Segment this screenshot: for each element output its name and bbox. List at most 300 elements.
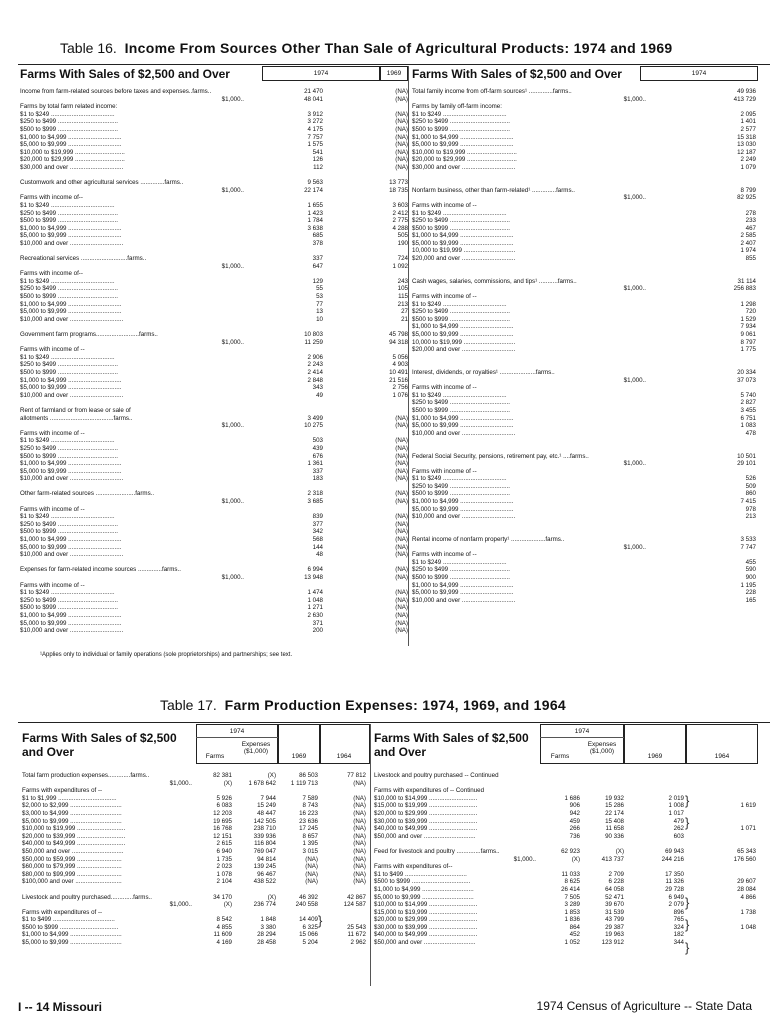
table-row xyxy=(20,111,408,119)
row-value: 769 047 xyxy=(253,847,276,855)
table-row xyxy=(374,894,758,902)
row-label: $1 to $249 ..................................... xyxy=(412,558,507,566)
table-row xyxy=(20,574,408,582)
row-label: $500 to $999 ................................... xyxy=(412,315,511,323)
table-row xyxy=(22,856,370,864)
row-value xyxy=(318,886,366,894)
table-row xyxy=(20,346,408,354)
row-value: (NA) xyxy=(395,452,408,460)
row-label: $3,000 to $4,999 .............................. xyxy=(22,809,122,817)
table-row xyxy=(412,430,758,438)
table-row xyxy=(20,453,408,461)
row-value: 2 249 xyxy=(740,156,756,164)
row-value: 16 223 xyxy=(299,809,318,817)
row-value: 860 xyxy=(745,490,756,498)
row-value: (NA) xyxy=(395,619,408,627)
table-row xyxy=(374,863,758,871)
row-value: 15 066 xyxy=(299,931,318,939)
row-label: $5,000 to $9,999 ............................... xyxy=(20,467,122,475)
table-row xyxy=(20,589,408,597)
table-row xyxy=(20,536,408,544)
row-value: (X) xyxy=(267,893,276,901)
row-value: 3 272 xyxy=(307,118,323,126)
table-row xyxy=(412,415,758,423)
row-value xyxy=(684,871,756,879)
table-row xyxy=(22,810,370,818)
table-row xyxy=(20,278,408,286)
row-value: 4 288 xyxy=(392,224,408,232)
row-value: (NA) xyxy=(395,88,408,95)
table-row xyxy=(412,589,758,597)
row-label: $1,000 to $4,999 ............................... xyxy=(20,460,122,468)
brace-mark: } xyxy=(685,815,690,830)
row-label: Government farm programs.........................farms.. xyxy=(20,331,158,338)
row-value xyxy=(323,506,408,514)
row-label: $500 to $999 ................................... xyxy=(20,125,119,133)
row-value xyxy=(323,172,408,180)
row-value xyxy=(232,909,276,917)
row-value: 2 104 xyxy=(216,878,232,886)
table-row xyxy=(412,96,758,104)
footnote: ¹Applies only to individual or family operations (sole proprietorships) and partnerships; see text. xyxy=(40,652,293,658)
row-value: 6 325 xyxy=(302,923,318,931)
row-value xyxy=(248,506,323,514)
row-value xyxy=(580,787,624,795)
row-label: $80,000 to $99,999 .......................... xyxy=(22,870,122,878)
row-label: $1,000.. xyxy=(221,574,244,581)
row-label: $1,000.. xyxy=(623,285,646,293)
row-value: 2 756 xyxy=(392,384,408,392)
row-value: (NA) xyxy=(395,574,408,581)
row-value: 7 415 xyxy=(740,498,756,506)
row-value xyxy=(684,810,756,818)
row-value: 3 380 xyxy=(260,923,276,931)
row-label: $250 to $499 ................................... xyxy=(20,444,119,452)
table-row xyxy=(20,422,408,430)
table-row xyxy=(20,194,408,202)
row-value: 377 xyxy=(312,520,323,528)
row-value xyxy=(650,445,756,453)
row-value: 124 587 xyxy=(343,901,366,909)
row-label: $5,000 to $9,999 ............................... xyxy=(20,384,122,392)
row-value: 413 737 xyxy=(601,855,624,863)
row-value: 116 804 xyxy=(254,840,276,848)
row-value: 28 294 xyxy=(257,931,276,939)
row-value: 1 738 xyxy=(740,908,756,916)
row-value: 2 615 xyxy=(216,840,232,848)
row-value: (X) xyxy=(571,855,580,863)
row-value xyxy=(248,247,323,255)
row-value: 15 286 xyxy=(605,802,624,810)
table17-name: Farm Production Expenses: 1974, 1969, and 1964 xyxy=(224,697,567,713)
row-label: $1 to $249 ..................................... xyxy=(20,110,115,118)
table-row xyxy=(374,818,758,826)
row-value: 439 xyxy=(312,444,323,452)
table-row xyxy=(20,627,408,635)
table-row xyxy=(412,384,758,392)
row-label xyxy=(412,445,650,453)
row-value xyxy=(684,863,756,871)
table-row xyxy=(20,551,408,559)
table-row xyxy=(22,833,370,841)
table-row xyxy=(20,96,408,104)
row-label xyxy=(374,780,540,788)
row-label: Farms with income of-- xyxy=(20,270,83,278)
row-label: $1 to $1,999 .................................. xyxy=(22,794,117,802)
row-label: $500 to $999 .................................. xyxy=(22,923,119,931)
row-value: 1 784 xyxy=(307,217,323,225)
table-row xyxy=(22,848,370,856)
row-value: 10 xyxy=(316,315,323,323)
row-value: (NA) xyxy=(395,444,408,452)
table-row xyxy=(412,551,758,559)
page-identifier: I -- 14 Missouri xyxy=(18,1000,103,1014)
row-value: 3 015 xyxy=(302,847,318,855)
row-value: 413 729 xyxy=(733,95,756,103)
row-value xyxy=(323,399,408,407)
row-label: $10,000 and over ............................... xyxy=(412,596,516,604)
row-value: 266 xyxy=(569,825,580,833)
row-value xyxy=(580,840,624,848)
row-value xyxy=(650,521,756,529)
table-row xyxy=(374,795,758,803)
col17-expenses-right: Expenses ($1,000) xyxy=(587,741,617,755)
row-value: (NA) xyxy=(353,809,366,817)
row-value: (X) xyxy=(615,847,624,855)
row-value: 13 030 xyxy=(737,141,756,149)
brace-mark: } xyxy=(685,895,690,910)
table-row xyxy=(412,118,758,126)
row-value: 11 033 xyxy=(561,870,580,878)
table-row xyxy=(412,232,758,240)
row-label: $30,000 to $39,999 ............................ xyxy=(374,817,478,825)
row-value: 765 xyxy=(673,916,684,924)
row-label: 10,000 to $19,999 .............................. xyxy=(412,247,516,255)
table-row xyxy=(374,780,758,788)
row-value: 541 xyxy=(312,148,323,156)
row-value: 139 245 xyxy=(253,863,276,871)
row-label: $5,000 to $9,999 ............................... xyxy=(20,232,122,240)
table-row xyxy=(20,293,408,301)
row-value: 15 318 xyxy=(737,133,756,141)
row-label: $1 to $249 ..................................... xyxy=(412,391,507,399)
row-value: 1 974 xyxy=(740,247,756,255)
table-row xyxy=(374,825,758,833)
table-row xyxy=(20,323,408,331)
row-label: $500 to $999 ................................... xyxy=(20,217,119,225)
table-row xyxy=(20,255,408,263)
table-row xyxy=(20,468,408,476)
row-label: Nonfarm business, other than farm-related¹ ..............farms.. xyxy=(412,186,575,194)
row-value: (NA) xyxy=(353,863,366,871)
row-value: 86 503 xyxy=(299,772,318,779)
row-value xyxy=(624,787,684,795)
row-value: 34 170 xyxy=(213,893,232,901)
row-value xyxy=(323,346,408,354)
row-value: 1 529 xyxy=(740,315,756,323)
row-label xyxy=(20,399,248,407)
rule xyxy=(540,737,624,738)
table16-title xyxy=(60,40,673,56)
row-value: (NA) xyxy=(395,498,408,506)
row-value: 906 xyxy=(569,802,580,810)
table16-name: Income From Sources Other Than Sale of Agricultural Products: 1974 and 1969 xyxy=(124,40,673,56)
table-row xyxy=(412,369,758,377)
table16-left-header: Farms With Sales of $2,500 and Over xyxy=(20,67,230,81)
rule xyxy=(196,737,278,738)
row-value: 8 797 xyxy=(740,338,756,346)
row-value: 13 948 xyxy=(304,574,323,581)
row-value xyxy=(580,780,624,788)
row-value: 6 940 xyxy=(216,847,232,855)
row-value: (NA) xyxy=(353,878,366,886)
table-row xyxy=(20,597,408,605)
row-value: 1 078 xyxy=(216,870,232,878)
row-value: 213 xyxy=(397,300,408,308)
row-value: 1 655 xyxy=(307,201,323,209)
row-value xyxy=(684,840,756,848)
row-value: (NA) xyxy=(395,596,408,604)
row-value: 1 775 xyxy=(740,346,756,354)
table-row xyxy=(412,460,758,468)
table-row xyxy=(22,939,370,947)
row-label: $2,000 to $2,999 .............................. xyxy=(22,802,122,810)
row-value: (NA) xyxy=(353,817,366,825)
row-value xyxy=(650,384,756,392)
row-value: 15 249 xyxy=(257,802,276,810)
row-value: 343 xyxy=(312,384,323,392)
table-row xyxy=(20,187,408,195)
row-label: Interest, dividends, or royalties¹ .....................farms.. xyxy=(412,368,555,376)
row-label: $250 to $499 ................................... xyxy=(412,118,511,126)
table-row xyxy=(22,863,370,871)
row-value xyxy=(650,468,756,476)
table-row xyxy=(412,194,758,202)
row-value: 2 318 xyxy=(307,490,323,498)
row-value: 278 xyxy=(745,209,756,217)
table-row xyxy=(412,407,758,415)
table-row xyxy=(20,604,408,612)
row-value: 6 228 xyxy=(608,878,624,886)
table-row xyxy=(374,924,758,932)
row-value: 10 501 xyxy=(737,452,756,460)
row-value: 2 019 xyxy=(668,794,684,802)
row-value xyxy=(624,780,684,788)
row-value: 479 xyxy=(673,817,684,825)
row-value: 9 563 xyxy=(307,179,323,187)
table-row xyxy=(20,210,408,218)
table-row xyxy=(20,247,408,255)
row-value: 1 298 xyxy=(740,300,756,308)
row-label: Cash wages, salaries, commissions, and tips¹ ...........farms.. xyxy=(412,277,577,285)
row-value xyxy=(276,886,318,894)
table-row xyxy=(20,384,408,392)
row-value: 8 743 xyxy=(302,802,318,810)
table-row xyxy=(412,103,758,111)
table-row xyxy=(20,407,408,415)
row-label: $500 to $999 ................................... xyxy=(20,368,119,376)
row-label: $1,000 to $4,999 ............................... xyxy=(412,414,514,422)
row-label: Customwork and other agricultural services ..............farms.. xyxy=(20,179,184,187)
table-row xyxy=(20,263,408,271)
table-row xyxy=(412,126,758,134)
row-value: 262 xyxy=(673,825,684,833)
row-label: $10,000 to $14,999 ............................ xyxy=(374,794,478,802)
col17-expenses: Expenses ($1,000) xyxy=(241,741,271,755)
row-value xyxy=(540,863,580,871)
row-value: 90 336 xyxy=(605,832,624,840)
row-value xyxy=(196,787,232,795)
row-label: $10,000 to $14,999 ............................ xyxy=(374,901,478,909)
table-row xyxy=(374,810,758,818)
publication-source: 1974 Census of Agriculture -- State Data xyxy=(536,999,752,1013)
table-row xyxy=(374,871,758,879)
row-value: 2 577 xyxy=(740,125,756,133)
row-value: (NA) xyxy=(305,855,318,863)
row-value: 1 008 xyxy=(668,802,684,810)
column-divider xyxy=(370,724,371,986)
table-row xyxy=(20,301,408,309)
row-label: $1 to $249 ..................................... xyxy=(412,110,507,118)
row-value xyxy=(248,194,323,202)
row-label: $15,000 to $19,999 ............................ xyxy=(374,908,478,916)
table-row xyxy=(412,506,758,514)
row-value xyxy=(540,787,580,795)
table-row xyxy=(22,818,370,826)
row-label: $1,000.. xyxy=(221,262,244,270)
row-label: $500 to $999 ................................... xyxy=(20,528,119,536)
row-value: 17 350 xyxy=(665,870,684,878)
row-label: $500 to $999 ................................... xyxy=(412,406,511,414)
row-value: 238 710 xyxy=(253,825,276,833)
row-value: 112 xyxy=(313,163,323,171)
row-value: 7 934 xyxy=(740,323,756,331)
row-value: (NA) xyxy=(305,870,318,878)
row-value xyxy=(540,772,580,780)
row-value: 1 735 xyxy=(216,855,232,863)
table-row xyxy=(412,468,758,476)
table-row xyxy=(412,247,758,255)
row-value: (NA) xyxy=(395,95,408,103)
table-row xyxy=(20,179,408,187)
row-label: $60,000 to $79,999 .......................... xyxy=(22,863,122,871)
row-label: $1,000 to $4,999 ............................... xyxy=(412,133,514,141)
row-label: $1,000 to $4,999 ............................... xyxy=(20,376,122,384)
row-value xyxy=(318,909,366,917)
table-row xyxy=(412,293,758,301)
row-label: Income from farm-related sources before taxes and expenses..farms.. xyxy=(20,88,212,95)
table-row xyxy=(22,901,370,909)
row-value xyxy=(650,172,756,180)
row-value: 1 092 xyxy=(392,262,408,270)
row-value: 2 414 xyxy=(307,368,323,376)
row-label: $40,000 to $49,999 ............................ xyxy=(22,840,126,848)
row-label: $5,000 to $9,999 ............................... xyxy=(20,308,122,316)
table-row xyxy=(22,871,370,879)
row-value xyxy=(323,582,408,590)
row-label xyxy=(412,437,650,445)
table-row xyxy=(20,232,408,240)
row-value: 9 061 xyxy=(740,331,756,338)
row-value: 21 516 xyxy=(389,376,408,384)
row-value: (NA) xyxy=(395,520,408,528)
row-value: 864 xyxy=(569,923,580,931)
row-value: 37 073 xyxy=(737,376,756,384)
row-value: 1 361 xyxy=(307,460,323,468)
table-row xyxy=(412,544,758,552)
row-value: 240 558 xyxy=(295,901,318,909)
row-value: (NA) xyxy=(395,460,408,468)
row-label: $250 to $499 ................................... xyxy=(412,482,511,490)
row-value: 324 xyxy=(673,923,684,931)
row-value: (NA) xyxy=(305,863,318,871)
row-label: $5,000 to $9,999 .............................. xyxy=(22,939,122,947)
row-value: (NA) xyxy=(353,855,366,863)
row-label: $250 to $499 ................................... xyxy=(412,566,511,574)
row-value: 7 589 xyxy=(302,794,318,802)
row-label: $250 to $499 ................................... xyxy=(20,285,119,293)
row-value: 4 169 xyxy=(216,939,232,947)
row-label: $1 to $499 .................................... xyxy=(374,870,467,878)
row-value: 438 522 xyxy=(253,878,276,886)
row-label: $15,000 to $19,999 ............................ xyxy=(374,802,478,810)
table-row xyxy=(412,536,758,544)
row-value xyxy=(684,818,756,826)
row-label: $1 to $249 ..................................... xyxy=(20,277,115,285)
row-label: allotments .....................................farms.. xyxy=(20,414,133,422)
row-value: 724 xyxy=(397,255,408,263)
row-label: $10,000 and over ............................... xyxy=(20,475,124,483)
row-label: $20,000 to $29,999 ............................ xyxy=(374,916,478,924)
row-value: 3 455 xyxy=(740,406,756,414)
row-label xyxy=(412,354,650,362)
row-value: 21 xyxy=(401,315,408,323)
table-row xyxy=(20,285,408,293)
row-value: (NA) xyxy=(353,832,366,840)
row-value: (NA) xyxy=(395,133,408,141)
row-label: $1,000.. xyxy=(221,498,244,506)
row-value: 18 735 xyxy=(389,186,408,194)
row-label: $5,000 to $9,999 ............................... xyxy=(412,422,514,430)
row-value: 1 079 xyxy=(740,163,756,171)
row-value xyxy=(540,840,580,848)
row-label: $20,000 to $29,999 ............................. xyxy=(20,156,125,164)
row-value: 1 395 xyxy=(302,840,318,848)
table-row xyxy=(374,878,758,886)
table-row xyxy=(20,399,408,407)
col17-1964-right: 1964 xyxy=(714,753,730,760)
row-value: 11 326 xyxy=(665,878,684,886)
row-value: 478 xyxy=(745,429,756,437)
row-value: 1 423 xyxy=(307,209,323,217)
row-value: (NA) xyxy=(395,536,408,544)
row-value: (NA) xyxy=(353,870,366,878)
row-value: 16 768 xyxy=(213,825,232,833)
row-value: 52 471 xyxy=(605,893,624,901)
row-value: 1 271 xyxy=(307,604,323,612)
row-label: 10,000 to $19,999 .............................. xyxy=(412,338,516,346)
table-row xyxy=(412,582,758,590)
row-value: (X) xyxy=(223,779,232,787)
row-label: $500 to $999 ................................... xyxy=(20,452,119,460)
row-value: 342 xyxy=(312,528,323,536)
row-label: Federal Social Security, pensions, retirement pay, etc.¹ ....farms.. xyxy=(412,452,589,460)
row-label: Farms with income of -- xyxy=(20,429,85,437)
row-value xyxy=(650,437,756,445)
table-row xyxy=(22,802,370,810)
row-value: 105 xyxy=(397,285,408,293)
row-value: (X) xyxy=(267,772,276,779)
